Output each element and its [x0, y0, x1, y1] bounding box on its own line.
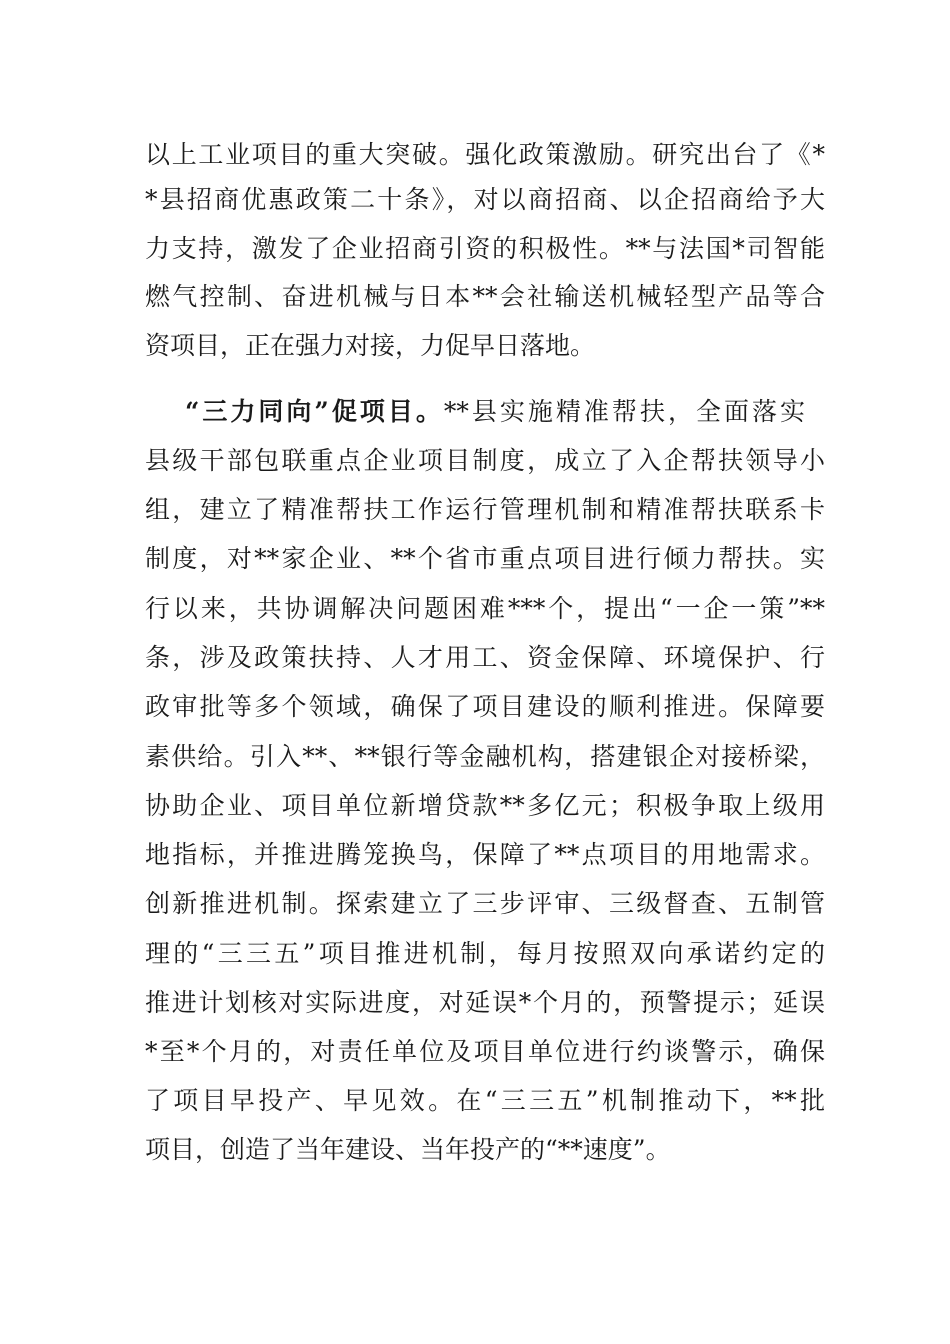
paragraph-2-line-6: 条，涉及政策扶持、人才用工、资金保障、环境保护、行: [145, 643, 825, 672]
paragraph-1-line-5: 资项目，正在强力对接，力促早日落地。: [145, 331, 596, 360]
paragraph-2-line-12: 理的“三三五”项目推进机制，每月按照双向承诺约定的: [145, 939, 825, 968]
paragraph-1-line-4: 燃气控制、奋进机械与日本**会社输送机械轻型产品等合: [145, 282, 825, 311]
paragraph-2-line-15: 了项目早投产、早见效。在“三三五”机制推动下，**批: [145, 1086, 825, 1115]
paragraph-1-line-3: 力支持，激发了企业招商引资的积极性。**与法国*司智能: [145, 234, 825, 263]
paragraph-2-line-11: 创新推进机制。探索建立了三步评审、三级督查、五制管: [145, 889, 825, 918]
paragraph-2-line-3: 组，建立了精准帮扶工作运行管理机制和精准帮扶联系卡: [145, 495, 825, 524]
paragraph-2-line-9: 协助企业、项目单位新增贷款**多亿元；积极争取上级用: [145, 791, 825, 820]
paragraph-2-line-8: 素供给。引入**、**银行等金融机构，搭建银企对接桥梁，: [145, 742, 825, 771]
paragraph-2-line-4: 制度，对**家企业、**个省市重点项目进行倾力帮扶。实: [145, 544, 825, 573]
paragraph-2-line-10: 地指标，并推进腾笼换鸟，保障了**点项目的用地需求。: [145, 840, 825, 869]
paragraph-2-line-13: 推进计划核对实际进度，对延误*个月的，预警提示；延误: [145, 988, 825, 1017]
paragraph-2-line-16: 项目，创造了当年建设、当年投产的“**速度”。: [145, 1135, 671, 1164]
paragraph-2-line-14: *至*个月的，对责任单位及项目单位进行约谈警示，确保: [145, 1037, 825, 1066]
paragraph-1-line-2: *县招商优惠政策二十条》，对以商招商、以企招商给予大: [145, 185, 825, 214]
paragraph-1-line-1: 以上工业项目的重大突破。强化政策激励。研究出台了《*: [145, 140, 825, 169]
paragraph-2-line-1: [185, 392, 805, 432]
paragraph-2-line-7: 政审批等多个领域，确保了项目建设的顺利推进。保障要: [145, 692, 825, 721]
paragraph-2-line-2: 县级干部包联重点企业项目制度，成立了入企帮扶领导小: [145, 446, 825, 475]
paragraph-2-heading: “三力同向”促项目。: [185, 397, 444, 426]
paragraph-2-line-5: 行以来，共协调解决问题困难***个，提出“一企一策”**: [145, 594, 825, 623]
paragraph-2-first-line-text: **县实施精准帮扶，全面落实: [443, 397, 805, 426]
